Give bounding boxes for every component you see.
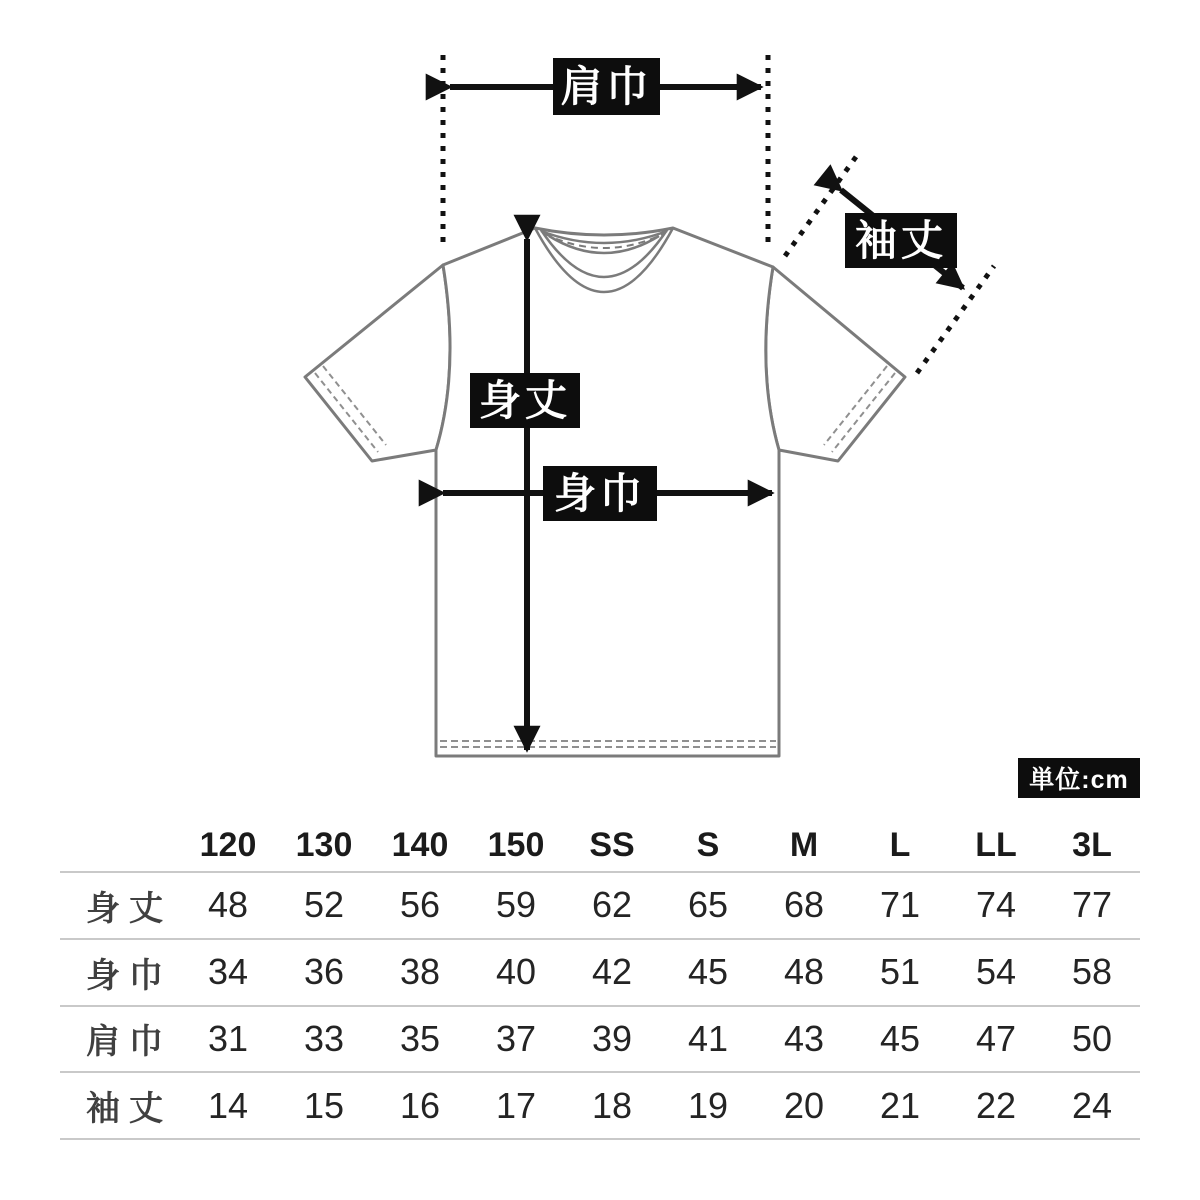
size-value-cell: 48	[783, 951, 825, 993]
size-value-cell: 16	[399, 1084, 441, 1126]
size-value-cell: 14	[207, 1084, 249, 1126]
size-table-row	[60, 1073, 1140, 1140]
size-column-header: LL	[975, 826, 1017, 864]
size-column-header: 3L	[1072, 826, 1112, 864]
size-value-cell: 17	[495, 1084, 537, 1126]
size-value-cell: 65	[687, 884, 729, 926]
size-column-header: L	[889, 826, 911, 864]
size-column-header: S	[696, 826, 720, 864]
size-value-cell: 33	[303, 1017, 345, 1059]
size-value-cell: 15	[303, 1084, 345, 1126]
size-value-cell: 35	[399, 1017, 441, 1059]
size-value-cell: 58	[1071, 951, 1113, 993]
sleeve-length-label: 袖丈	[845, 213, 957, 268]
size-value-cell: 43	[783, 1017, 825, 1059]
size-value-cell: 24	[1071, 1084, 1113, 1126]
size-value-cell: 39	[591, 1017, 633, 1059]
size-column-header: SS	[589, 826, 635, 864]
size-column-header: 120	[199, 826, 257, 864]
size-value-cell: 36	[303, 951, 345, 993]
size-table-row	[60, 873, 1140, 940]
measurement-row-label: 身丈	[86, 889, 172, 928]
size-table	[60, 820, 1140, 1140]
size-column-header: 130	[295, 826, 353, 864]
size-table-row	[60, 940, 1140, 1007]
size-value-cell: 18	[591, 1084, 633, 1126]
size-value-cell: 34	[207, 951, 249, 993]
size-column-header: 140	[391, 826, 449, 864]
size-value-cell: 68	[783, 884, 825, 926]
left-sleeve	[305, 265, 450, 461]
size-value-cell: 42	[591, 951, 633, 993]
size-value-cell: 31	[207, 1017, 249, 1059]
size-value-cell: 21	[879, 1084, 921, 1126]
size-value-cell: 20	[783, 1084, 825, 1126]
size-value-cell: 45	[879, 1017, 921, 1059]
size-value-cell: 71	[879, 884, 921, 926]
size-value-cell: 22	[975, 1084, 1017, 1126]
size-value-cell: 37	[495, 1017, 537, 1059]
size-value-cell: 40	[495, 951, 537, 993]
shoulder-width-label: 肩巾	[553, 58, 660, 115]
size-value-cell: 62	[591, 884, 633, 926]
size-value-cell: 45	[687, 951, 729, 993]
size-value-cell: 48	[207, 884, 249, 926]
body-length-label: 身丈	[470, 373, 580, 428]
measurement-row-label: 肩巾	[86, 1023, 172, 1062]
size-value-cell: 52	[303, 884, 345, 926]
size-table-header-row	[60, 820, 1140, 873]
size-value-cell: 19	[687, 1084, 729, 1126]
size-value-cell: 51	[879, 951, 921, 993]
size-value-cell: 56	[399, 884, 441, 926]
unit-badge: 単位:cm	[1018, 758, 1140, 798]
measurement-row-label: 袖丈	[86, 1090, 172, 1129]
size-value-cell: 38	[399, 951, 441, 993]
size-column-header: 150	[487, 826, 545, 864]
size-value-cell: 54	[975, 951, 1017, 993]
size-value-cell: 74	[975, 884, 1017, 926]
measurement-row-label: 身巾	[86, 956, 172, 995]
size-column-header: M	[789, 826, 819, 864]
size-value-cell: 41	[687, 1017, 729, 1059]
body-width-label: 身巾	[543, 466, 657, 521]
size-value-cell: 47	[975, 1017, 1017, 1059]
size-value-cell: 77	[1071, 884, 1113, 926]
size-value-cell: 50	[1071, 1017, 1113, 1059]
size-value-cell: 59	[495, 884, 537, 926]
size-table-row	[60, 1007, 1140, 1074]
